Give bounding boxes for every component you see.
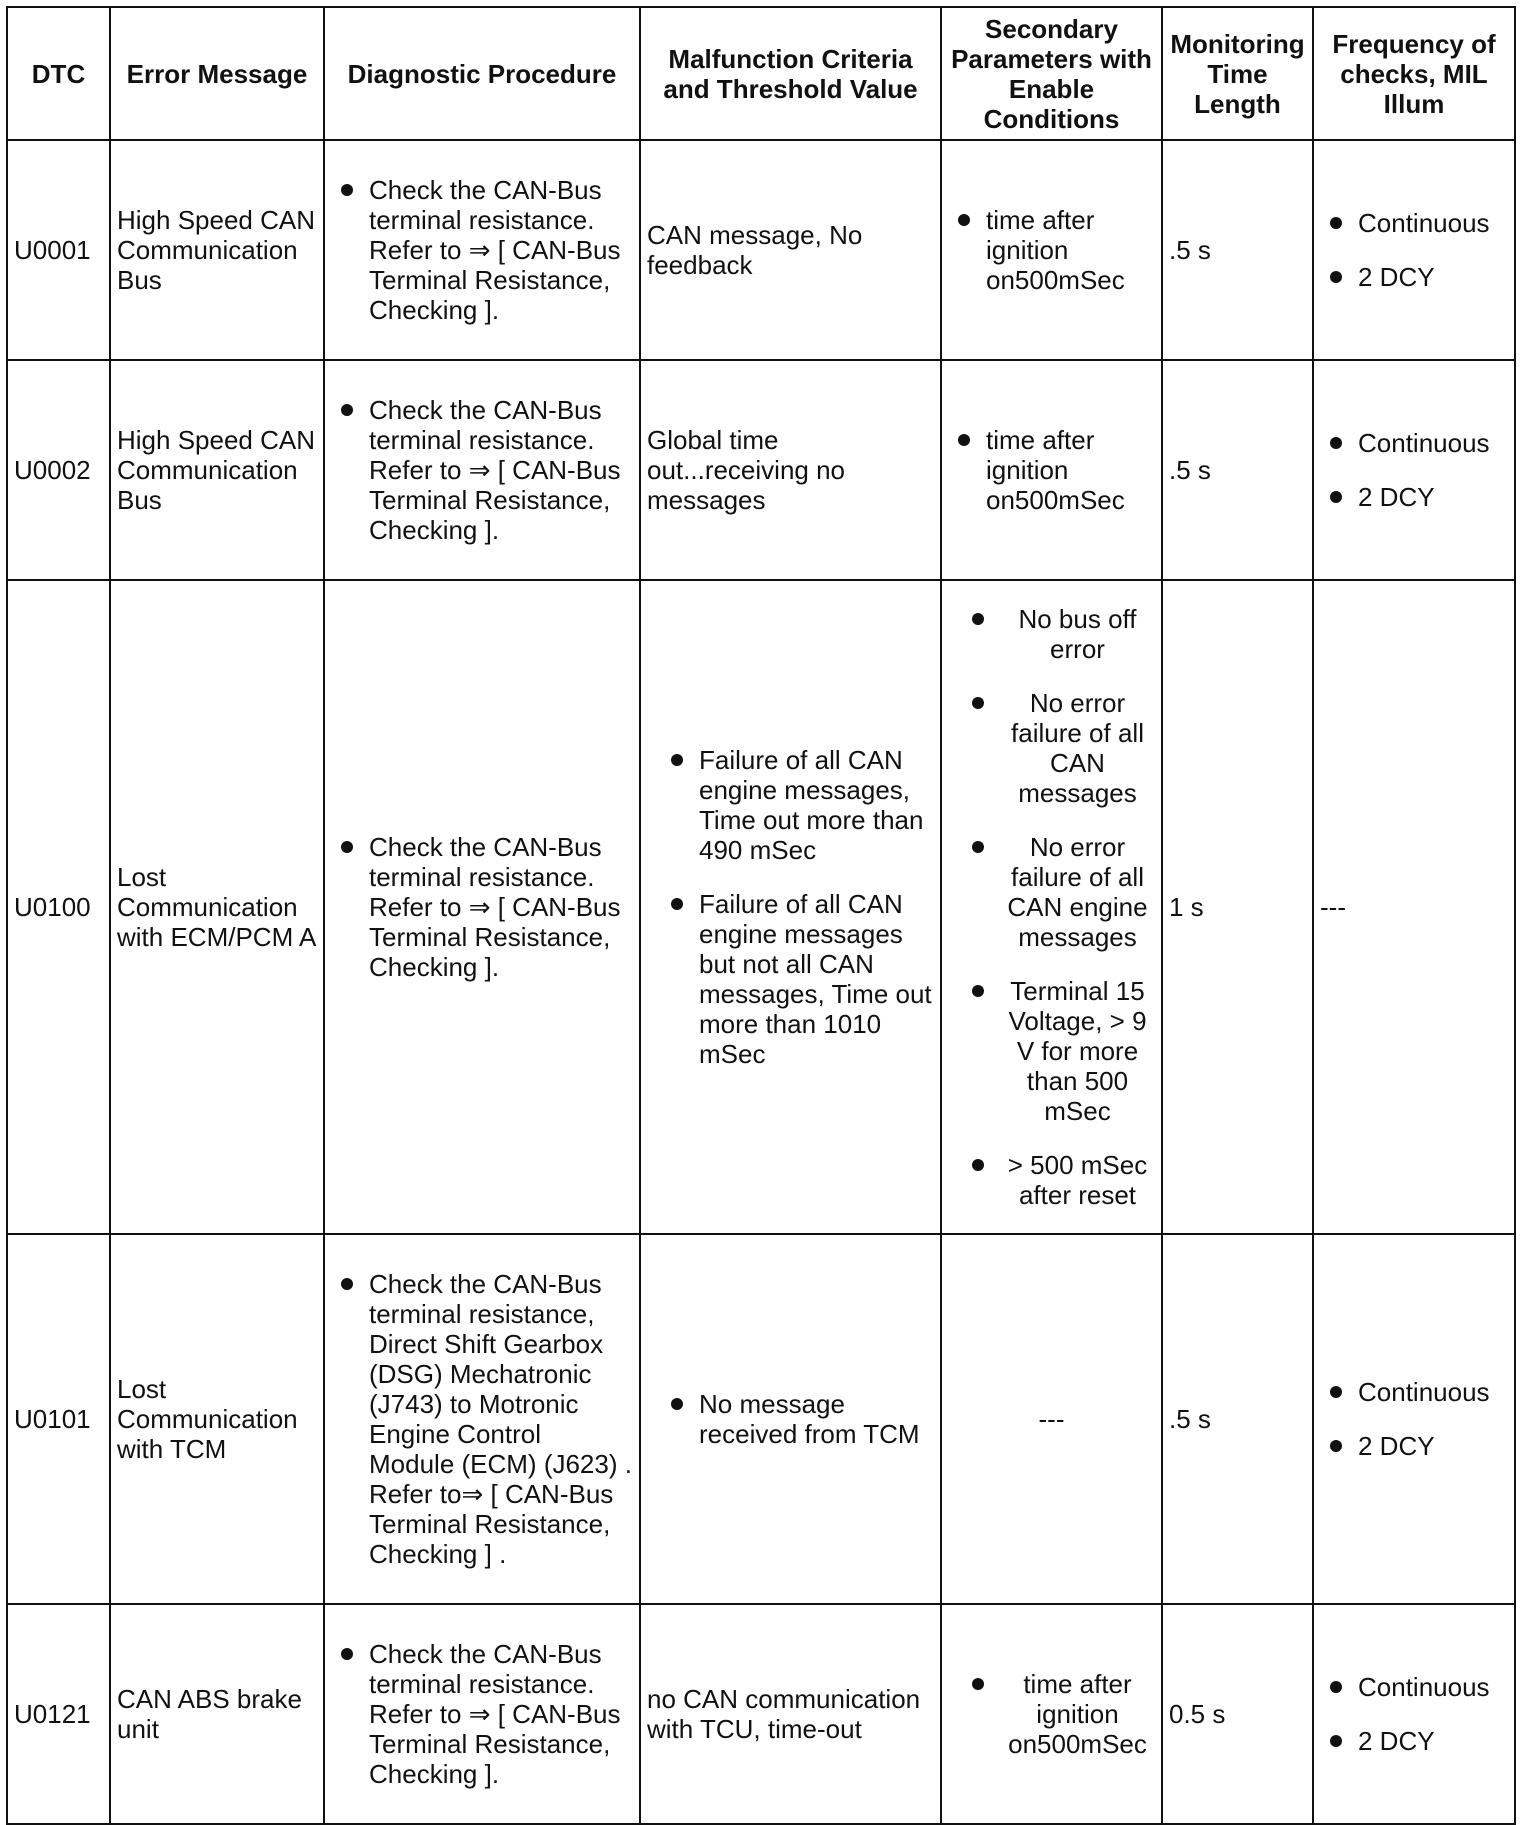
table-row bbox=[7, 1604, 1515, 1824]
secondary-item: No bus off error bbox=[972, 604, 1155, 664]
monitoring-time: .5 s bbox=[1162, 1234, 1313, 1604]
criteria-item: No message received from TCM bbox=[661, 1389, 934, 1449]
col-header-secondary-parameters: Secondary Parameters with Enable Conditions bbox=[941, 7, 1162, 140]
frequency-item: 2 DCY bbox=[1320, 482, 1508, 512]
diagnostic-procedure bbox=[324, 360, 640, 580]
error-message: Lost Communication with ECM/PCM A bbox=[110, 580, 324, 1234]
error-message: High Speed CAN Communication Bus bbox=[110, 360, 324, 580]
malfunction-criteria bbox=[640, 1234, 941, 1604]
dtc-table bbox=[6, 6, 1516, 1825]
malfunction-criteria: CAN message, No feedback bbox=[640, 140, 941, 360]
frequency-item: 2 DCY bbox=[1320, 1431, 1508, 1461]
malfunction-criteria: Global time out...receiving no messages bbox=[640, 360, 941, 580]
frequency bbox=[1313, 360, 1515, 580]
col-header-diagnostic-procedure: Diagnostic Procedure bbox=[324, 7, 640, 140]
procedure-item: Check the CAN-Bus terminal resistance. Refer to ⇒ [ CAN-Bus Terminal Resistance, Checking ]. bbox=[331, 832, 633, 982]
procedure-item: Check the CAN-Bus terminal resistance, Direct Shift Gearbox (DSG) Mechatronic (J743) to Motronic Engine Control Module (ECM) (J623) . Refer to⇒ [ CAN-Bus Terminal Resistance, Checking ] . bbox=[331, 1269, 633, 1569]
secondary-item: time after ignition on500mSec bbox=[948, 205, 1155, 295]
diagnostic-procedure bbox=[324, 580, 640, 1234]
secondary-item: Terminal 15 Voltage, > 9 V for more than 500 mSec bbox=[972, 976, 1155, 1126]
frequency-item: Continuous bbox=[1320, 1672, 1508, 1702]
frequency: --- bbox=[1313, 580, 1515, 1234]
monitoring-time: 1 s bbox=[1162, 580, 1313, 1234]
diagnostic-procedure bbox=[324, 140, 640, 360]
procedure-item: Check the CAN-Bus terminal resistance. Refer to ⇒ [ CAN-Bus Terminal Resistance, Checking ]. bbox=[331, 175, 633, 325]
header-row bbox=[7, 7, 1515, 140]
secondary-item: No error failure of all CAN messages bbox=[972, 688, 1155, 808]
table-row bbox=[7, 580, 1515, 1234]
dtc-code: U0101 bbox=[7, 1234, 110, 1604]
secondary-item: No error failure of all CAN engine messages bbox=[972, 832, 1155, 952]
secondary-item: time after ignition on500mSec bbox=[972, 1669, 1155, 1759]
criteria-item: Failure of all CAN engine messages but not all CAN messages, Time out more than 1010 mSec bbox=[661, 889, 934, 1069]
secondary-item: > 500 mSec after reset bbox=[972, 1150, 1155, 1210]
frequency-item: Continuous bbox=[1320, 1377, 1508, 1407]
monitoring-time: 0.5 s bbox=[1162, 1604, 1313, 1824]
secondary-parameters bbox=[941, 580, 1162, 1234]
frequency bbox=[1313, 1234, 1515, 1604]
table-row bbox=[7, 360, 1515, 580]
col-header-frequency: Frequency of checks, MIL Illum bbox=[1313, 7, 1515, 140]
frequency-item: 2 DCY bbox=[1320, 262, 1508, 292]
dtc-code: U0121 bbox=[7, 1604, 110, 1824]
col-header-error-message: Error Message bbox=[110, 7, 324, 140]
frequency bbox=[1313, 140, 1515, 360]
procedure-item: Check the CAN-Bus terminal resistance. Refer to ⇒ [ CAN-Bus Terminal Resistance, Checking ]. bbox=[331, 1639, 633, 1789]
error-message: High Speed CAN Communication Bus bbox=[110, 140, 324, 360]
secondary-parameters bbox=[941, 140, 1162, 360]
secondary-parameters bbox=[941, 360, 1162, 580]
diagnostic-procedure bbox=[324, 1234, 640, 1604]
malfunction-criteria: no CAN communication with TCU, time-out bbox=[640, 1604, 941, 1824]
procedure-item: Check the CAN-Bus terminal resistance. Refer to ⇒ [ CAN-Bus Terminal Resistance, Checking ]. bbox=[331, 395, 633, 545]
dtc-code: U0100 bbox=[7, 580, 110, 1234]
monitoring-time: .5 s bbox=[1162, 140, 1313, 360]
dtc-code: U0001 bbox=[7, 140, 110, 360]
col-header-monitoring-time: Monitoring Time Length bbox=[1162, 7, 1313, 140]
error-message: Lost Communication with TCM bbox=[110, 1234, 324, 1604]
malfunction-criteria bbox=[640, 580, 941, 1234]
col-header-malfunction-criteria: Malfunction Criteria and Threshold Value bbox=[640, 7, 941, 140]
secondary-parameters bbox=[941, 1604, 1162, 1824]
monitoring-time: .5 s bbox=[1162, 360, 1313, 580]
col-header-dtc: DTC bbox=[7, 7, 110, 140]
dtc-code: U0002 bbox=[7, 360, 110, 580]
frequency-item: Continuous bbox=[1320, 208, 1508, 238]
frequency-item: 2 DCY bbox=[1320, 1726, 1508, 1756]
error-message: CAN ABS brake unit bbox=[110, 1604, 324, 1824]
secondary-item: time after ignition on500mSec bbox=[948, 425, 1155, 515]
table-row bbox=[7, 140, 1515, 360]
criteria-item: Failure of all CAN engine messages, Time out more than 490 mSec bbox=[661, 745, 934, 865]
table-row bbox=[7, 1234, 1515, 1604]
frequency bbox=[1313, 1604, 1515, 1824]
secondary-parameters: --- bbox=[941, 1234, 1162, 1604]
diagnostic-procedure bbox=[324, 1604, 640, 1824]
frequency-item: Continuous bbox=[1320, 428, 1508, 458]
